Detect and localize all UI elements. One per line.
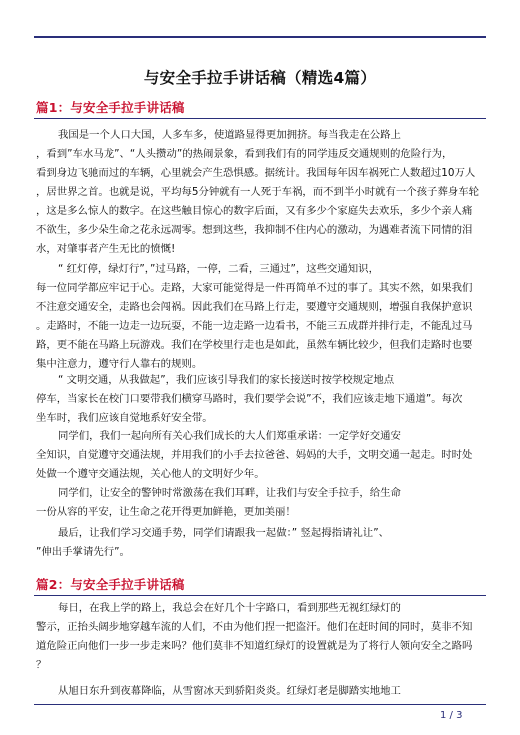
footer-rule [34, 704, 486, 705]
text-line: 同学们，我们一起向所有关心我们成长的大人们郑重承诺：一定学好交通安 [58, 430, 401, 442]
text-line: 全知识，自觉遵守交通法规，并用我们的小手去拉爸爸、妈妈的大手，文明交通一起走。时时处 [36, 449, 473, 461]
text-line: ？ [36, 659, 47, 671]
text-line: ，看到”车水马龙”、“人头攒动”的热闹景象，看到我们有的同学违反交通规则的危险行为， [36, 148, 453, 160]
text-line: 我国是一个人口大国，人多车多，使道路显得更加拥挤。每当我走在公路上 [58, 129, 401, 141]
section-heading-rule-1 [34, 118, 486, 119]
document-title: 与安全手拉手讲话稿（精选4篇） [143, 69, 377, 87]
section-heading-1: 篇1：与安全手拉手讲话稿 [36, 100, 185, 115]
paragraph-1-3 [36, 371, 486, 428]
text-line: “ 文明交通，从我做起”，我们应该引导我们的家长接送时按学校规定地点 [58, 374, 395, 386]
paragraph-2-1 [36, 599, 486, 675]
text-line: ”伸出手掌请先行”。 [36, 546, 130, 558]
text-line: 集中注意力，遵守行人靠右的规则。 [36, 358, 203, 370]
text-line: 从旭日东升到夜幕降临，从雪窗冰天到骄阳炎炎。红绿灯老是脚踏实地地工 [58, 685, 401, 697]
text-line: 水，对肇事者产生无比的愤慨! [36, 243, 176, 255]
paragraph-1-4 [36, 427, 486, 484]
text-line: ，居世界之首。也就是说，平均每5分钟就有一人死于车祸，而不到半小时就有一个孩子葬身车轮 [36, 186, 480, 198]
paragraph-1-1 [36, 126, 486, 259]
text-line: 坐车时，我们应该自觉地系好安全带。 [36, 412, 213, 424]
text-line: 道危险正向他们一步一步走来吗？他们莫非不知道红绿灯的设置就是为了将行人领向安全之路吗 [36, 640, 473, 652]
text-line: 。走路时，不能一边走一边玩耍，不能一边走路一边看书，不能三五成群并排行走，不能乱过马 [36, 320, 473, 332]
text-line: 最后，让我们学习交通手势，同学们请跟我一起做：” 竖起拇指请礼让”、 [58, 527, 389, 539]
paragraph-2-2 [36, 682, 486, 701]
text-line: 路，更不能在马路上玩游戏。我们在学校里行走也是如此，虽然车辆比较少，但我们走路时也要 [36, 339, 473, 351]
text-line: 每日，在我上学的路上，我总会在好几个十字路口，看到那些无视红绿灯的 [58, 602, 401, 614]
paragraph-1-5 [36, 484, 486, 522]
page-number: 1 / 3 [440, 710, 463, 721]
text-line: 一份从容的平安，让生命之花开得更加鲜艳，更加美丽！ [36, 506, 296, 518]
text-line: “ 红灯停，绿灯行”，”过马路，一停，二看，三通过”，这些交通知识， [58, 263, 379, 275]
section-heading-rule-2 [34, 595, 486, 596]
paragraph-1-2 [36, 260, 486, 374]
text-line: 处做一个遵守交通法规，关心他人的文明好少年。 [36, 468, 265, 480]
text-line: 不欲生，多少朵生命之花永远凋零。想到这些，我抑制不住内心的激动，为遇难者流下同情的泪 [36, 224, 473, 236]
text-line: ，这是多么惊人的数字。在这些触目惊心的数字后面，又有多少个家庭失去欢乐，多少个亲人痛 [36, 205, 473, 217]
text-line: 每一位同学都应牢记于心。走路，大家可能觉得是一件再简单不过的事了。其实不然，如果我们 [36, 282, 473, 294]
text-line: 不注意交通安全，走路也会闯祸。因此我们在马路上行走，要遵守交通规则，增强自我保护意识 [36, 301, 473, 313]
text-line: 同学们，让安全的警钟时常激荡在我们耳畔，让我们与安全手拉手，给生命 [58, 487, 401, 499]
text-line: 看到身边飞驰而过的车辆，心里就会产生恐惧感。据统计。我国每年因车祸死亡人数超过10万人 [36, 167, 476, 179]
paragraph-1-6 [36, 524, 486, 562]
header-rule [34, 36, 486, 38]
text-line: 警示，正抬头阔步地穿越车流的人们，不由为他们捏一把盗汗。他们在赶时间的同时，莫非不知 [36, 621, 473, 633]
text-line: 停车，当家长在校门口要带我们横穿马路时，我们要学会说”不，我们应该走地下通道”。每次 [36, 393, 463, 405]
section-heading-2: 篇2：与安全手拉手讲话稿 [36, 577, 185, 592]
